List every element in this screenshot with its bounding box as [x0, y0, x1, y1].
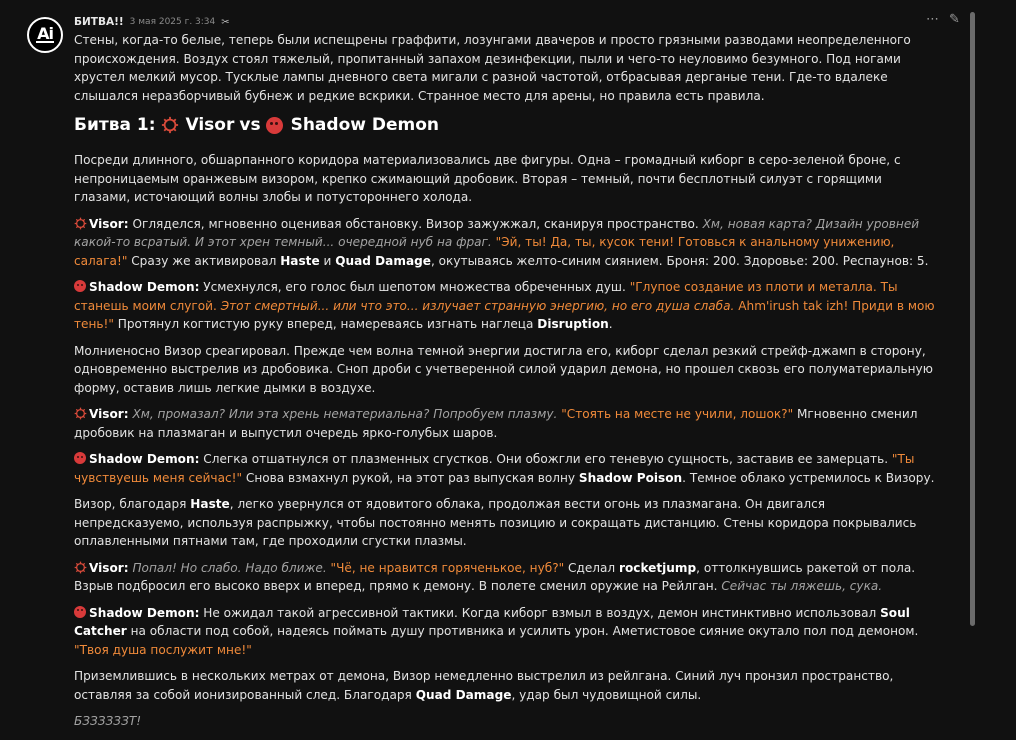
- narration: Огляделся, мгновенно оценивая обстановку. Визор зажужжал, сканируя пространство.: [128, 216, 703, 231]
- ability: Soul Catcher: [74, 605, 910, 638]
- speaker-name: Shadow Demon:: [89, 452, 200, 466]
- story-paragraph-2: Молниеносно Визор среагировал. Прежде чем волна темной энергии достигла его, киборг сделал резкий стрейф-джамп в сторону, одновременно выстрелив из дробовика. Сноп дроби с учетверенной силой ударил демона, но прошел сквозь его полуматериальную форму, оставив лишь легкие дымки в воздухе.: [74, 343, 933, 395]
- intro-paragraph: Стены, когда-то белые, теперь были испещрены граффити, лозунгами двачеров и просто грязными разводами неопределенного происхождения. Воздух стоял тяжелый, пропитанный запахом дезинфекции, пыли и чего-то неуловимо безумного. Под ногами хрустел мелкий мусор. Тусклые лампы дневного света мигали с разной частотой, отбрасывая дерганые тени. Где-то вдалеке слышался неразборчивый бубнеж и редкие вскрики. Странное место для арены, но правила есть правила.: [74, 33, 911, 103]
- narration: Приземлившись в нескольких метрах от демона, Визор немедленно выстрелил из рейлгана. Синий луч пронзил пространство, оставляя за собой ионизированный след. Благодаря: [74, 669, 894, 702]
- demon-turn-2: [74, 450, 936, 487]
- narration: Не ожидал такой агрессивной тактики. Когда киборг взмыл в воздух, демон инстинктивно использовал: [199, 605, 881, 620]
- narration: Снова взмахнул рукой, на этот раз выпуская волну: [242, 470, 579, 485]
- narration: Мгновенно сменил дробовик на плазмаган и выпустил очередь ярко-голубых шаров.: [74, 407, 918, 440]
- ability: Haste: [190, 497, 230, 511]
- visor-emblem-icon: [74, 561, 87, 574]
- ability: Disruption: [537, 317, 609, 331]
- narration: , удар был чудовищной силы.: [511, 687, 702, 702]
- visor-emblem-icon: [161, 116, 179, 134]
- post: [74, 13, 936, 739]
- quote: "Твоя душа послужит мне!": [74, 642, 252, 657]
- heading-prefix: Битва 1:: [74, 115, 156, 135]
- narration: , окутываясь желто-синим сиянием. Броня: 200. Здоровье: 200. Респаунов: 5.: [430, 253, 929, 268]
- more-icon[interactable]: ⋯: [926, 12, 939, 27]
- story-paragraph-3: [74, 495, 936, 551]
- story-paragraph-4: [74, 667, 936, 704]
- battle-heading: [74, 113, 936, 137]
- narration: Сразу же активировал: [127, 253, 281, 268]
- thought: Хм, промазал? Или эта хрень нематериальна? Попробуем плазму.: [128, 407, 558, 421]
- ability: rocketjump: [619, 560, 697, 575]
- visor-emblem-icon: [74, 407, 87, 420]
- narration: .: [608, 317, 613, 331]
- ability: Haste: [280, 253, 320, 268]
- demon-turn-3: [74, 604, 936, 660]
- narration: Сделал: [564, 560, 619, 575]
- demon-face-icon: [74, 280, 86, 292]
- demon-face-icon: [266, 117, 283, 134]
- heading-vs: vs: [239, 115, 261, 135]
- quote: "Чё, не нравится горяченькое, нуб?": [326, 560, 565, 575]
- heading-fighter2: Shadow Demon: [290, 115, 440, 135]
- ability: Shadow Poison: [578, 470, 683, 485]
- quote: "Ты чувствуешь меня сейчас!": [74, 452, 915, 485]
- visor-emblem-icon: [74, 217, 87, 230]
- speaker-name: Visor:: [89, 407, 129, 421]
- speaker-name: Visor:: [89, 216, 129, 231]
- closing-sound: БЗЗЗЗЗЗТ!: [74, 714, 142, 728]
- quote: "Стоять на месте не учили, лошок?": [557, 407, 794, 421]
- avatar-text: Ai: [37, 24, 53, 43]
- edit-icon[interactable]: ✎: [949, 12, 960, 27]
- ability: Quad Damage: [335, 253, 431, 268]
- thought: Попал! Но слабо. Надо ближе.: [128, 560, 327, 575]
- demon-face-icon: [74, 452, 86, 464]
- narration: Усмехнулся, его голос был шепотом множества обреченных душ.: [199, 280, 630, 294]
- narration: Слегка отшатнулся от плазменных сгустков. Они обожгли его теневую сущность, заставив ее замерцать.: [199, 452, 892, 466]
- thought: Этот смертный... или что это... излучает странную энергию, но его душа слаба.: [220, 298, 735, 313]
- avatar[interactable]: [27, 17, 63, 53]
- quote: "Глупое создание из плоти и металла. Ты станешь моим слугой.: [74, 280, 898, 313]
- heading-fighter1: Visor: [185, 115, 235, 135]
- post-meta: [74, 13, 936, 31]
- narration: и: [319, 253, 336, 268]
- post-date[interactable]: 3 мая 2025 г. 3:34: [129, 17, 216, 27]
- narration: . Темное облако устремилось к Визору.: [682, 470, 935, 485]
- quote: Ahm'irush tak izh! Приди в мою тень!": [74, 298, 935, 331]
- narration: на области под собой, надеясь поймать душу противника и усилить урон. Аметистовое сияние окутало пол под демоном.: [126, 624, 919, 638]
- visor-turn-2: [74, 405, 936, 442]
- tool-icon: ✂: [221, 16, 230, 28]
- speaker-name: Shadow Demon:: [89, 605, 200, 620]
- visor-turn-3: [74, 559, 936, 596]
- story-paragraph-1: Посреди длинного, обшарпанного коридора материализовались две фигуры. Одна – громадный киборг в серо-зеленой броне, с непроницаемым оранжевым визором, крепко сжимающий дробовик. Вторая – темный, почти бесплотный силуэт с горящими глазами, источающий волны злобы и потустороннего холода.: [74, 153, 901, 204]
- scrollbar[interactable]: [970, 12, 975, 626]
- narration: Протянул когтистую руку вперед, намереваясь изгнать наглеца: [113, 317, 538, 331]
- demon-turn-1: [74, 278, 936, 334]
- visor-turn-1: [74, 215, 936, 271]
- thought: Сейчас ты ляжешь, сука.: [721, 579, 883, 593]
- ability: Quad Damage: [415, 687, 512, 702]
- thought: Хм, новая карта? Дизайн уровней какой-то всратый. И этот хрен темный... очередной нуб на фраг.: [74, 216, 920, 249]
- speaker-name: Shadow Demon:: [89, 280, 200, 294]
- demon-face-icon: [74, 606, 86, 618]
- narration: , легко увернулся от ядовитого облака, продолжая вести огонь из плазмагана. Он двигался непредсказуемо, используя распрыжку, чтобы постоянно менять позицию и сокращать дистанцию. Стены коридора покрывались оплавленными пятнами там, где проходили сгустки плазмы.: [74, 497, 917, 548]
- author-name[interactable]: БИТВА!!: [74, 16, 124, 28]
- narration: , оттолкнувшись ракетой от пола. Взрыв подбросил его высоко вверх и вперед, прямо к демону. В полете сменил оружие на Рейлган.: [74, 560, 916, 593]
- quote: "Эй, ты! Да, ты, кусок тени! Готовься к анальному унижению, салага!": [74, 235, 895, 268]
- speaker-name: Visor:: [89, 560, 129, 575]
- narration: Визор, благодаря: [74, 497, 191, 511]
